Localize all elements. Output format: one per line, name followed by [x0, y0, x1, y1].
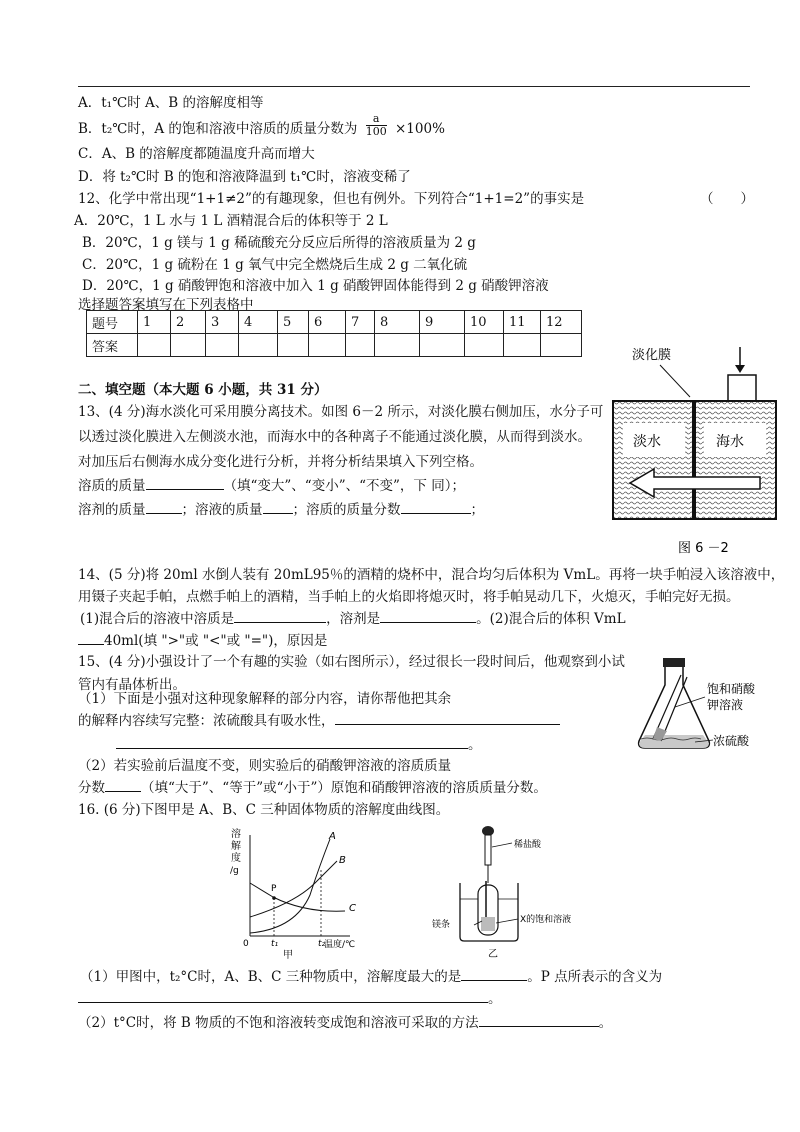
- q11-option-b-suffix: ×100%: [395, 121, 445, 137]
- flask-label3: 浓硫酸: [713, 734, 750, 748]
- q15-line4: [78, 712, 560, 730]
- q16-period: 。: [488, 991, 502, 1007]
- question-number: 4: [239, 311, 278, 334]
- question-number: 7: [346, 311, 375, 334]
- answer-label: 答案: [87, 334, 138, 357]
- question-number: 3: [206, 311, 239, 334]
- q11-option-c: C．A、B 的溶解度都随温度升高而增大: [78, 146, 315, 162]
- q16-q2-period: 。: [598, 1015, 613, 1031]
- strip-label: 镁条: [432, 920, 451, 930]
- membrane-figure: [600, 345, 785, 560]
- q15-fraction-label: 分数: [78, 780, 105, 796]
- answer-cell[interactable]: [375, 334, 420, 357]
- answer-table-caption: 选择题答案填写在下列表格中: [78, 297, 254, 313]
- question-number: 11: [504, 311, 541, 334]
- question-number: 1: [138, 311, 171, 334]
- question-number: 12: [541, 311, 582, 334]
- q14-line3: [80, 610, 626, 628]
- chart-ylabel-2: 解: [231, 841, 241, 852]
- q16-line1: 16. (6 分)下图甲是 A、B、C 三种固体物质的溶解度曲线图。: [78, 802, 450, 818]
- solubility-chart: [225, 825, 355, 960]
- q14-solvent-label: ，溶剂是: [326, 611, 381, 627]
- q15-explanation-blank2[interactable]: [116, 748, 468, 749]
- q13-line1: 13、(4 分)海水淡化可采用膜分离技术。如图 6－2 所示，对淡化膜右侧加压，水分子可: [78, 404, 604, 420]
- q13-fraction-blank[interactable]: [401, 513, 471, 514]
- q15-line5: [116, 736, 482, 754]
- answer-cell[interactable]: [278, 334, 309, 357]
- piston: [728, 375, 756, 401]
- fraction: [366, 113, 387, 138]
- q13-line5: [78, 501, 484, 519]
- q14-line4: [78, 632, 327, 650]
- fresh-water-label: 淡水: [633, 434, 661, 450]
- q13-line2: 以透过淡化膜进入左侧淡水池，而海水中的各种离子不能通过淡化膜，从而得到淡水。: [78, 429, 591, 445]
- membrane: [692, 401, 696, 519]
- tick-t1: t₁: [271, 939, 279, 949]
- answer-cell[interactable]: [171, 334, 206, 357]
- q16-method-blank[interactable]: [479, 1026, 599, 1027]
- membrane-label: 淡化膜: [632, 348, 672, 363]
- q16-line2: [80, 968, 662, 986]
- question-number: 5: [278, 311, 309, 334]
- q11-option-b-text: B．t₂℃时，A 的饱和溶液中溶质的质量分数为: [78, 121, 358, 137]
- q15-line1: 15、(4 分)小强设计了一个有趣的实验（如右图所示），经过很长一段时间后，他观察到小试: [78, 654, 625, 670]
- q12-option-a: A．20℃，1 L 水与 1 L 酒精混合后的体积等于 2 L: [74, 213, 388, 229]
- q14-solute-label: (1)混合后的溶液中溶质是: [80, 611, 235, 627]
- answer-cell[interactable]: [420, 334, 465, 357]
- flask-figure: [625, 655, 775, 755]
- question-number: 10: [465, 311, 504, 334]
- q13-solute-mass-label: 溶质的质量: [78, 478, 146, 494]
- q13-solvent-mass-label: 溶剂的质量: [78, 502, 146, 518]
- q15-line3: （1）下面是小强对这种现象解释的部分内容，请你帮他把其余: [78, 691, 452, 707]
- q16-p-meaning-label: 。P 点所表示的含义为: [527, 969, 663, 985]
- question-number: 2: [171, 311, 206, 334]
- answer-cell[interactable]: [465, 334, 504, 357]
- q12-option-c: C．20℃，1 g 硫粉在 1 g 氧气中完全燃烧后生成 2 g 二氧化硫: [82, 257, 468, 273]
- q11-option-d: D．将 t₂℃时 B 的饱和溶液降温到 t₁℃时，溶液变稀了: [78, 169, 411, 185]
- answer-cell[interactable]: [206, 334, 239, 357]
- q13-solution-mass-label: ；溶液的质量: [181, 502, 263, 518]
- answer-cell[interactable]: [346, 334, 375, 357]
- q11-option-b: [78, 112, 445, 138]
- q15-line2: 管内有晶体析出。: [78, 677, 186, 693]
- q12-stem: 12、化学中常出现“1+1≠2”的有趣现象，但也有例外。下列符合“1+1=2”的事实是: [78, 191, 585, 207]
- q14-solute-blank[interactable]: [234, 622, 326, 623]
- q16-p-meaning-blank[interactable]: [78, 1002, 488, 1003]
- question-number: 9: [420, 311, 465, 334]
- chart-ylabel-4: /g: [230, 866, 239, 876]
- q11-option-a: A．t₁℃时 A、B 的溶解度相等: [78, 95, 264, 111]
- dropper-tube: [485, 835, 491, 865]
- q15-line6: （2）若实验前后温度不变，则实验后的硝酸钾溶液的溶质质量: [78, 758, 452, 774]
- pressure-arrow-head: [735, 365, 745, 373]
- beaker-figure: [430, 825, 630, 960]
- test-tube-liquid: [481, 917, 495, 931]
- q12-option-d: D．20℃，1 g 硝酸钾饱和溶液中加入 1 g 硝酸钾固体能得到 2 g 硝酸钾溶液: [82, 278, 549, 294]
- membrane-pointer: [660, 365, 690, 397]
- q13-solution-blank[interactable]: [263, 513, 293, 514]
- q13-solvent-blank[interactable]: [146, 513, 182, 514]
- stopper: [663, 658, 685, 667]
- question-number: 6: [309, 311, 346, 334]
- fraction-denominator: 100: [365, 125, 387, 138]
- question-number: 8: [375, 311, 420, 334]
- q15-explanation-blank1[interactable]: [335, 724, 560, 725]
- solution-label: X的饱和溶液: [520, 915, 572, 925]
- q16-q1-text: （1）甲图中，t₂°C时，A、B、C 三种物质中，溶解度最大的是: [80, 969, 462, 985]
- answer-table: [86, 310, 582, 357]
- flask-label1: 饱和硝酸: [707, 682, 756, 696]
- origin-label: 0: [243, 939, 249, 949]
- curve-b-label: B: [339, 855, 346, 866]
- fraction-numerator: a: [366, 113, 387, 126]
- acid-label: 稀盐酸: [514, 840, 542, 850]
- answer-table-answer-row: [87, 334, 582, 357]
- curve-a: [250, 839, 330, 933]
- q15-line7: [78, 779, 547, 797]
- answer-cell[interactable]: [138, 334, 171, 357]
- q14-line2: 用镊子夹起手帕，点燃手帕上的酒精，当手帕上的火焰即将熄灭时，将手帕晃动几下，火熄灭，手帕完好无损。: [78, 589, 740, 605]
- chart-caption: 甲: [283, 950, 293, 961]
- q15-period: 。: [468, 737, 482, 753]
- answer-table-header-row: [87, 311, 582, 334]
- tick-t2: t₂: [318, 939, 326, 949]
- q13-line3: 对加压后右侧海水成分变化进行分析，并将分析结果填入下列空格。: [78, 454, 483, 470]
- answer-cell[interactable]: [309, 334, 346, 357]
- curve-c-label: C: [349, 903, 356, 914]
- q14-line1: 14、(5 分)将 20ml 水倒人装有 20mL95％的酒精的烧杯中，混合均匀后体积为 VmL。再将一块手帕浸入该溶液中，: [78, 567, 785, 583]
- answer-cell[interactable]: [504, 334, 541, 357]
- q16-q2-text: （2）t°C时，将 B 物质的不饱和溶液转变成饱和溶液可采取的方法: [78, 1015, 479, 1031]
- q14-volume-label: 。(2)混合后的体积 VmL: [476, 611, 626, 627]
- beaker-caption: 乙: [488, 949, 498, 960]
- q13-solute-mass-blank[interactable]: [146, 489, 224, 490]
- curve-b: [250, 861, 337, 917]
- q15-compare-blank[interactable]: [105, 791, 141, 792]
- curve-a-label: A: [329, 831, 336, 842]
- q12-answer-paren: （ ）: [700, 191, 754, 207]
- q16-line3: [78, 990, 502, 1008]
- q13-line4: [78, 477, 465, 495]
- q16-largest-blank[interactable]: [461, 980, 527, 981]
- q12-option-b: B．20℃，1 g 镁与 1 g 稀硫酸充分反应后所得的溶液质量为 2 g: [82, 235, 476, 251]
- x-axis-label: 温度/℃: [324, 940, 356, 950]
- q14-reason-label: 40ml(填 ">"或 "<"或 "=")，原因是: [104, 633, 328, 649]
- acid-pointer: [492, 843, 512, 847]
- q16-line4: [78, 1014, 612, 1032]
- answer-cell[interactable]: [239, 334, 278, 357]
- figure-caption: 图 6 －2: [678, 541, 729, 556]
- sea-water-label: 海水: [716, 434, 744, 450]
- q15-explanation-start: 的解释内容续写完整：浓硫酸具有吸水性，: [78, 713, 335, 729]
- q14-solvent-blank[interactable]: [380, 622, 476, 623]
- answer-cell[interactable]: [541, 334, 582, 357]
- q13-fraction-label: ；溶质的质量分数: [292, 502, 401, 518]
- q13-semicolon: ；: [470, 502, 484, 518]
- flask-label2: 钾溶液: [707, 698, 744, 712]
- header-label: 题号: [87, 311, 138, 334]
- point-p-label: P: [271, 884, 277, 894]
- q14-compare-blank[interactable]: [78, 644, 104, 645]
- section-heading: 二、填空题（本大题 6 小题，共 31 分）: [78, 382, 328, 398]
- solution-pointer: [496, 919, 518, 923]
- chart-ylabel-1: 溶: [231, 829, 241, 840]
- chart-ylabel-3: 度: [231, 853, 241, 864]
- q15-compare-hint: （填“大于”、“等于”或“小于”）原饱和硝酸钾溶液的溶质质量分数。: [141, 780, 547, 796]
- header-rule: [78, 86, 750, 87]
- q13-fill-hint: （填“变大”、“变小”、“不变”，下 同）；: [223, 478, 465, 494]
